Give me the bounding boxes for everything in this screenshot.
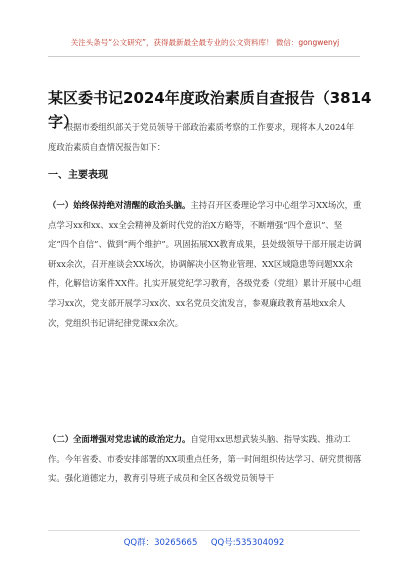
subsection-body-2: 自觉用xx思想武装头脑、指导实践、推动工作。今年省委、市委安排部署的XX项重点任务，第一时间组织传达学习、研究贯彻落实。强化道德定力，教育引导班子成员和全区各级党员领导干 — [48, 434, 362, 484]
section-paragraph-2 — [48, 430, 362, 489]
section-heading: 一、主要表现 — [48, 170, 108, 181]
subsection-heading-2: （二）全面增强对党忠诚的政治定力。 — [48, 434, 191, 444]
footer-divider — [48, 530, 360, 531]
banner-divider — [48, 56, 360, 57]
footer-contact: QQ群：30265665 QQ号:535304092 — [123, 538, 285, 548]
section-paragraph-1 — [48, 196, 362, 333]
top-banner: 关注头条号“公文研究”，获得最新最全最专业的公文资料库！ 微信：gongwenyj — [70, 38, 340, 47]
subsection-body-1: 主持召开区委理论学习中心组学习XX场次，重点学习xx和xx、xx全会精神及新时代党的治X方略等，不断增强“四个意识”、坚定“四个自信”、做到“两个维护”。巩固拓展XX教育成果，县处级领导干部开展走访调研xx余次，召开座谈会XX场次，协调解决小区物业管理、XX区域隐患等问题XX余件，化解信访案件XX件。扎实开展党纪学习教育，各级党委（党组）累计开展中心组学习xx次，党支部开展学习xx次、xx名党员交流发言，参观廉政教育基地xx余人次，党组织书记讲纪律党课xx余次。 — [48, 200, 362, 328]
subsection-heading-1: （一）始终保持绝对清醒的政治头脑。 — [48, 200, 191, 210]
document-title: 某区委书记2024年度政治素质自查报告（3814字） — [48, 89, 372, 131]
intro-paragraph: 根据市委组织部关于党员领导干部政治素质考察的工作要求，现将本人2024年度政治素质自查情况报告如下： — [48, 122, 355, 152]
